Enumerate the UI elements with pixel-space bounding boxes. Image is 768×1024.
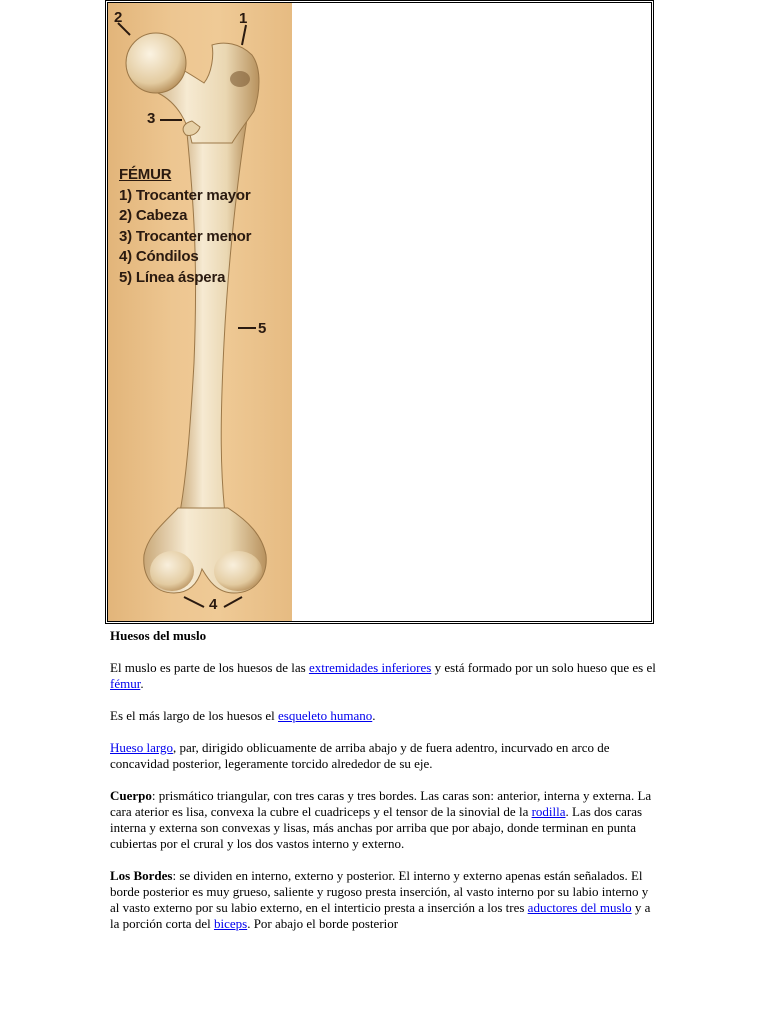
legend-title: FÉMUR [119, 166, 172, 183]
text: . Las dos caras interna y externa son convexas y lisas, más anchas por arriba que por abajo, donde terminan en punta cubiertas por el crural y los dos vastos interno y externo. [110, 804, 643, 851]
text: : prismático triangular, con tres caras y tres bordes. Las caras son: anterior, interna y externa. La cara aterior es lisa, convexa la cubre el cuadriceps y el tensor de la sinovial de la [110, 788, 652, 819]
label-1: 1 [239, 10, 248, 27]
link-hueso-largo[interactable]: Hueso largo [110, 740, 173, 755]
legend-item: 5) Línea áspera [119, 268, 226, 286]
paragraph-bordes [110, 868, 658, 932]
text: . Por abajo el borde posterior [247, 916, 399, 931]
article-body [110, 628, 658, 948]
link-biceps[interactable]: biceps [213, 916, 248, 931]
link-aductores-del-muslo[interactable]: aductores del muslo [527, 900, 632, 915]
paragraph-cuerpo [110, 788, 658, 852]
page-title: Huesos del muslo [110, 628, 207, 643]
legend-item: 3) Trocanter menor [119, 227, 252, 245]
paragraph-largest-bone [110, 708, 658, 724]
paragraph-long-bone [110, 740, 658, 772]
text: . [372, 708, 376, 723]
text: y a la porción corta del [110, 900, 651, 931]
label-3: 3 [147, 110, 156, 127]
legend-item: 4) Cóndilos [119, 248, 199, 265]
femur-drawing [108, 3, 292, 621]
term-bordes: Los Bordes [110, 868, 173, 883]
paragraph-intro [110, 660, 658, 692]
link-rodilla[interactable]: rodilla [531, 804, 566, 819]
link-extremidades-inferiores[interactable]: extremidades inferiores [308, 660, 432, 675]
label-4: 4 [209, 596, 218, 613]
femur-illustration [108, 3, 292, 621]
legend-item: 1) Trocanter mayor [119, 186, 251, 204]
text: El muslo es parte de los huesos de las [110, 660, 309, 675]
text: , par, dirigido oblicuamente de arriba abajo y de fuera adentro, incurvado en arco de concavidad posterior, legeramente torcido alrededor de su eje. [110, 740, 610, 771]
legend-item: 2) Cabeza [119, 207, 188, 224]
label-5: 5 [258, 320, 267, 337]
text: Es el más largo de los huesos el [110, 708, 279, 723]
term-cuerpo: Cuerpo [110, 788, 152, 803]
link-femur[interactable]: fémur [110, 676, 141, 691]
figure-legend [119, 165, 251, 288]
link-esqueleto-humano[interactable]: esqueleto humano [278, 708, 373, 723]
text: : se dividen en interno, externo y posterior. El interno y externo apenas están señalados. El borde posterior es muy grueso, saliente y rugoso presta inserción, al vasto interno por su labio interno y al vasto externo por su labio externo, en el interticio presta a inserción a los tres [110, 868, 649, 915]
text: . [140, 676, 144, 691]
text: y está formado por un solo hueso que es el [431, 660, 656, 675]
label-2: 2 [114, 9, 123, 26]
